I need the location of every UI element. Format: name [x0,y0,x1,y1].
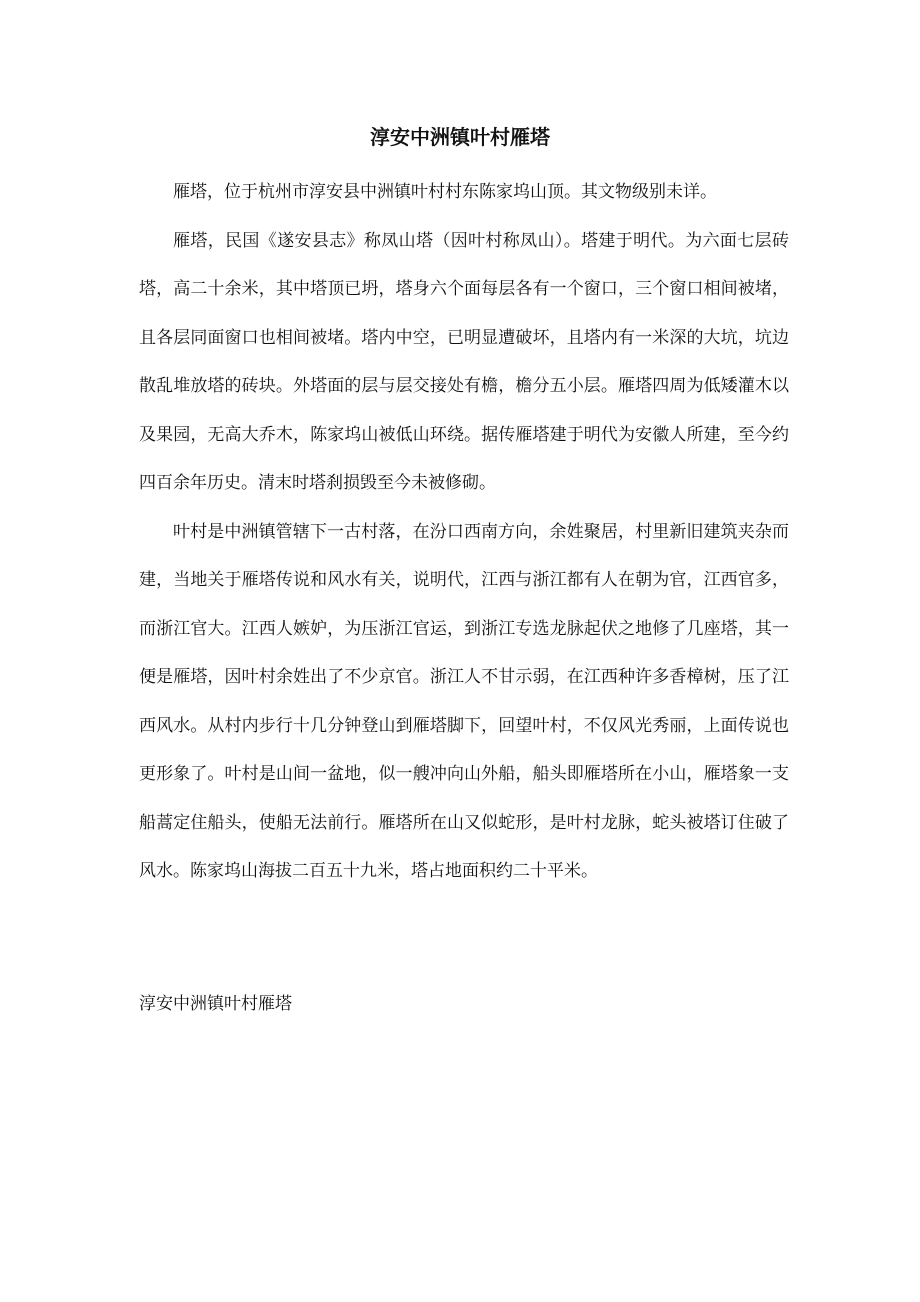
paragraph-description: 雁塔，民国《遂安县志》称凤山塔（因叶村称凤山）。塔建于明代。为六面七层砖塔，高二十余米，其中塔顶已坍，塔身六个面每层各有一个窗口，三个窗口相间被堵，且各层同面窗口也相间被堵。塔内中空，已明显遭破坏，且塔内有一米深的大坑，坑边散乱堆放塔的砖块。外塔面的层与层交接处有檐，檐分五小层。雁塔四周为低矮灌木以及果园，无高大乔木，陈家坞山被低山环绕。据传雁塔建于明代为安徽人所建，至今约四百余年历史。清末时塔刹损毁至今未被修砌。 [139,230,789,493]
paragraph-intro: 雁塔，位于杭州市淳安县中洲镇叶村村东陈家坞山顶。其文物级别未详。 [173,182,717,202]
article-body [139,168,789,896]
footer-label: 淳安中洲镇叶村雁塔 [139,994,292,1014]
page-title: 淳安中洲镇叶村雁塔 [370,125,550,149]
paragraph-legend: 叶村是中洲镇管辖下一古村落，在汾口西南方向，余姓聚居，村里新旧建筑夹杂而建，当地关于雁塔传说和风水有关，说明代，江西与浙江都有人在朝为官，江西官多，而浙江官大。江西人嫉妒，为压浙江官运，到浙江专选龙脉起伏之地修了几座塔，其一便是雁塔，因叶村余姓出了不少京官。浙江人不甘示弱，在江西种许多香樟树，压了江西风水。从村内步行十几分钟登山到雁塔脚下，回望叶村，不仅风光秀丽，上面传说也更形象了。叶村是山间一盆地，似一艘冲向山外船，船头即雁塔所在小山，雁塔象一支船蒿定住船头，使船无法前行。雁塔所在山又似蛇形，是叶村龙脉，蛇头被塔订住破了风水。陈家坞山海拔二百五十九米，塔占地面积约二十平米。 [139,521,789,881]
